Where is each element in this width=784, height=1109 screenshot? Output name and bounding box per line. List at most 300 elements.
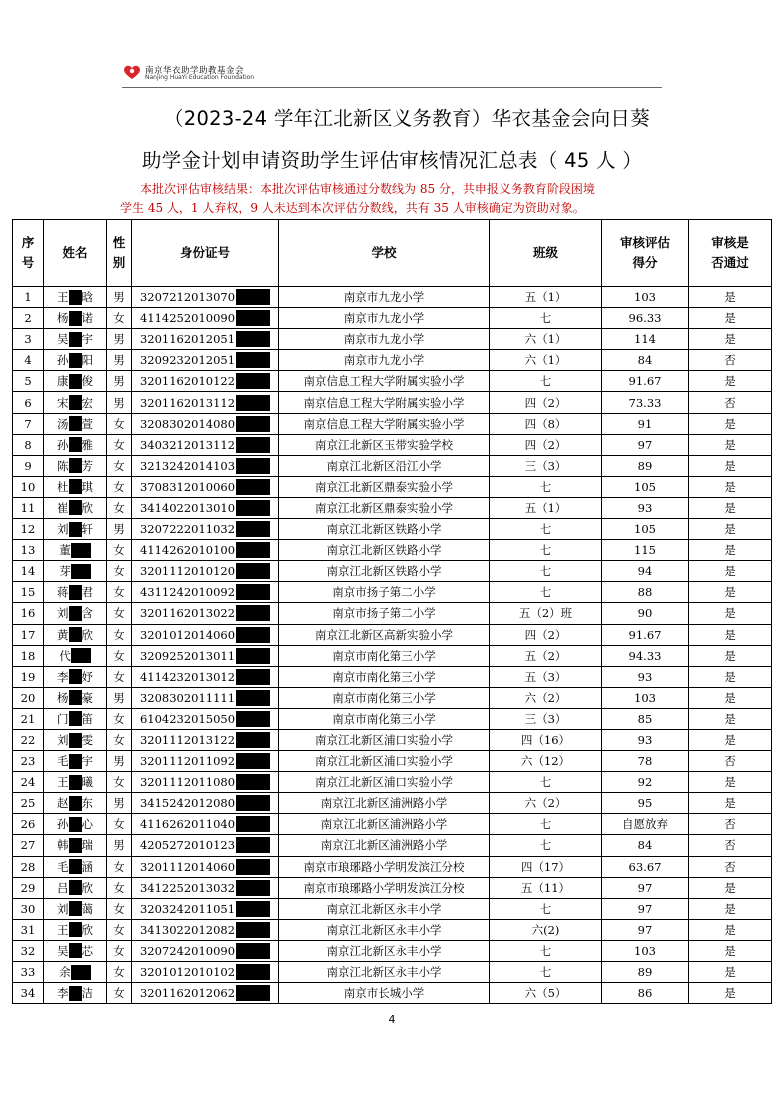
redaction-block: [236, 416, 270, 432]
id-number: [132, 329, 279, 350]
name-last-char: 宇: [81, 332, 93, 347]
redaction-block: [69, 458, 82, 473]
class-name: 四（8）: [490, 413, 602, 434]
redaction-block: [69, 880, 82, 895]
row-number: 9: [13, 455, 44, 476]
table-row: [13, 582, 772, 603]
name-first-char: 刘: [57, 733, 69, 748]
class-name: 五（3）: [490, 666, 602, 687]
redaction-block: [236, 880, 270, 896]
id-number: [132, 350, 279, 371]
id-number-visible: 3413022012082: [139, 922, 236, 937]
id-number-visible: 3201162013022: [139, 606, 236, 621]
student-sex: 女: [107, 856, 132, 877]
school-name: 南京江北新区永丰小学: [279, 962, 490, 983]
name-last-char: 雯: [81, 733, 93, 748]
col-header-name: 姓名: [44, 220, 107, 287]
id-number-visible: 3208302011111: [139, 690, 236, 705]
assessment-score: 91.67: [602, 624, 689, 645]
id-number: [132, 540, 279, 561]
pass-status: 否: [689, 856, 772, 877]
pass-status: 是: [689, 603, 772, 624]
pass-status: 是: [689, 497, 772, 518]
table-row: [13, 877, 772, 898]
school-name: 南京市九龙小学: [279, 308, 490, 329]
row-number: 2: [13, 308, 44, 329]
id-number: [132, 772, 279, 793]
redaction-block: [71, 543, 91, 558]
table-row: [13, 793, 772, 814]
document-title-line2: 助学金计划申请资助学生评估审核情况汇总表（ 45 人 ）: [141, 149, 643, 172]
class-name: 五（1）: [490, 497, 602, 518]
name-last-char: 欣: [81, 922, 93, 937]
id-number: [132, 898, 279, 919]
id-number: [132, 476, 279, 497]
row-number: 11: [13, 497, 44, 518]
assessment-score: 103: [602, 687, 689, 708]
redaction-block: [69, 627, 82, 642]
id-number: [132, 582, 279, 603]
school-name: 南京市九龙小学: [279, 350, 490, 371]
id-number: [132, 392, 279, 413]
redaction-block: [236, 859, 270, 875]
student-name: [44, 708, 107, 729]
table-row: [13, 329, 772, 350]
name-last-char: 晗: [81, 290, 93, 305]
assessment-score: 114: [602, 329, 689, 350]
redaction-block: [69, 374, 82, 389]
row-number: 10: [13, 476, 44, 497]
student-name: [44, 497, 107, 518]
pass-status: 是: [689, 540, 772, 561]
student-sex: 女: [107, 561, 132, 582]
student-sex: 男: [107, 519, 132, 540]
class-name: 七: [490, 540, 602, 561]
redaction-block: [236, 922, 270, 938]
school-name: 南京江北新区永丰小学: [279, 919, 490, 940]
school-name: 南京江北新区铁路小学: [279, 561, 490, 582]
name-first-char: 孙: [57, 437, 69, 452]
student-sex: 男: [107, 751, 132, 772]
class-name: 七: [490, 519, 602, 540]
school-name: 南京市南化第三小学: [279, 687, 490, 708]
redaction-block: [236, 964, 270, 980]
assessment-score: 92: [602, 772, 689, 793]
assessment-score: 91: [602, 413, 689, 434]
redaction-block: [236, 395, 270, 411]
redaction-block: [236, 816, 270, 832]
class-name: 四（17）: [490, 856, 602, 877]
student-sex: 女: [107, 729, 132, 750]
row-number: 6: [13, 392, 44, 413]
student-name: [44, 476, 107, 497]
class-name: 三（3）: [490, 455, 602, 476]
student-name: [44, 519, 107, 540]
class-name: 七: [490, 835, 602, 856]
name-last-char: 俊: [81, 374, 93, 389]
name-first-char: 王: [57, 922, 69, 937]
logo-name-cn: 南京华衣助学助教基金会: [145, 66, 245, 76]
redaction-block: [236, 837, 270, 853]
id-number-visible: 3207242010090: [139, 943, 236, 958]
table-row: [13, 624, 772, 645]
document-title-line1: （2023-24 学年江北新区义务教育）华衣基金会向日葵: [163, 107, 651, 130]
student-sex: 男: [107, 350, 132, 371]
student-sex: 女: [107, 476, 132, 497]
row-number: 14: [13, 561, 44, 582]
school-name: 南京市扬子第二小学: [279, 603, 490, 624]
school-name: 南京市南化第三小学: [279, 708, 490, 729]
assessment-score: 86: [602, 983, 689, 1004]
school-name: 南京江北新区浦口实验小学: [279, 729, 490, 750]
name-first-char: 孙: [57, 817, 69, 832]
redaction-block: [69, 986, 82, 1001]
name-last-char: 芯: [81, 943, 93, 958]
table-row: [13, 983, 772, 1004]
row-number: 20: [13, 687, 44, 708]
student-sex: 女: [107, 919, 132, 940]
pass-status: 否: [689, 751, 772, 772]
pass-status: 是: [689, 793, 772, 814]
student-sex: 女: [107, 434, 132, 455]
redaction-block: [236, 458, 270, 474]
name-last-char: 洁: [81, 986, 93, 1001]
class-name: 七: [490, 371, 602, 392]
assessment-score: 84: [602, 350, 689, 371]
student-sex: 女: [107, 962, 132, 983]
school-name: 南京江北新区浦洲路小学: [279, 793, 490, 814]
class-name: 七: [490, 814, 602, 835]
name-first-char: 杨: [57, 690, 69, 705]
assessment-score: 89: [602, 455, 689, 476]
row-number: 30: [13, 898, 44, 919]
table-row: [13, 392, 772, 413]
redaction-block: [69, 395, 82, 410]
id-number: [132, 793, 279, 814]
pass-status: 是: [689, 329, 772, 350]
pass-status: 是: [689, 371, 772, 392]
student-name: [44, 793, 107, 814]
id-number: [132, 645, 279, 666]
name-first-char: 刘: [57, 606, 69, 621]
school-name: 南京江北新区沿江小学: [279, 455, 490, 476]
student-name: [44, 962, 107, 983]
row-number: 26: [13, 814, 44, 835]
class-name: 七: [490, 561, 602, 582]
assessment-score: 105: [602, 519, 689, 540]
id-number-visible: 4114252010090: [139, 311, 236, 326]
table-row: [13, 455, 772, 476]
assessment-score: 94.33: [602, 645, 689, 666]
name-first-char: 李: [57, 669, 69, 684]
heart-logo-icon: [122, 62, 142, 82]
redaction-block: [236, 289, 270, 305]
school-name: 南京市琅琊路小学明发滨江分校: [279, 877, 490, 898]
foundation-logo: [122, 62, 255, 84]
name-first-char: 吕: [57, 880, 69, 895]
class-name: 七: [490, 582, 602, 603]
class-name: 四（2）: [490, 392, 602, 413]
redaction-block: [69, 754, 82, 769]
student-sex: 女: [107, 666, 132, 687]
col-header-pass: 审核是 否通过: [689, 220, 772, 287]
assessment-score: 97: [602, 434, 689, 455]
student-sex: 女: [107, 540, 132, 561]
id-number: [132, 962, 279, 983]
redaction-block: [236, 648, 270, 664]
school-name: 南京江北新区浦洲路小学: [279, 814, 490, 835]
name-last-char: 芳: [81, 458, 93, 473]
school-name: 南京江北新区玉带实验学校: [279, 434, 490, 455]
redaction-block: [236, 479, 270, 495]
id-number-visible: 4114232013012: [139, 669, 236, 684]
row-number: 4: [13, 350, 44, 371]
assessment-score: 115: [602, 540, 689, 561]
student-sex: 男: [107, 371, 132, 392]
school-name: 南京江北新区铁路小学: [279, 540, 490, 561]
student-sex: 女: [107, 645, 132, 666]
name-last-char: 欣: [81, 880, 93, 895]
name-first-char: 吴: [57, 332, 69, 347]
assessment-score: 78: [602, 751, 689, 772]
assessment-score: 105: [602, 476, 689, 497]
redaction-block: [69, 585, 82, 600]
name-last-char: 轩: [81, 522, 93, 537]
name-first-char: 王: [57, 290, 69, 305]
school-name: 南京江北新区铁路小学: [279, 519, 490, 540]
id-number: [132, 856, 279, 877]
table-row: [13, 413, 772, 434]
row-number: 25: [13, 793, 44, 814]
id-number-visible: 3403212013112: [139, 437, 236, 452]
redaction-block: [236, 521, 270, 537]
row-number: 17: [13, 624, 44, 645]
name-last-char: 妤: [81, 669, 93, 684]
student-sex: 女: [107, 708, 132, 729]
class-name: 五（11）: [490, 877, 602, 898]
redaction-block: [69, 669, 82, 684]
class-name: 七: [490, 898, 602, 919]
table-row: [13, 962, 772, 983]
name-first-char: 汤: [57, 416, 69, 431]
row-number: 1: [13, 287, 44, 308]
redaction-block: [236, 542, 270, 558]
row-number: 29: [13, 877, 44, 898]
id-number-visible: 3209252013011: [139, 648, 236, 663]
redaction-block: [236, 943, 270, 959]
name-last-char: 东: [81, 796, 93, 811]
student-sex: 女: [107, 898, 132, 919]
id-number-visible: 4116262011040: [139, 817, 236, 832]
class-name: 六（1）: [490, 350, 602, 371]
assessment-score: 88: [602, 582, 689, 603]
redaction-block: [236, 437, 270, 453]
assessment-score: 96.33: [602, 308, 689, 329]
redaction-block: [236, 584, 270, 600]
student-sex: 女: [107, 497, 132, 518]
pass-status: 是: [689, 434, 772, 455]
id-number: [132, 561, 279, 582]
col-header-school: 学校: [279, 220, 490, 287]
assessment-score: 73.33: [602, 392, 689, 413]
pass-status: 是: [689, 287, 772, 308]
col-header-score: 审核评估 得分: [602, 220, 689, 287]
assessment-score: 94: [602, 561, 689, 582]
pass-status: 是: [689, 877, 772, 898]
pass-status: 是: [689, 645, 772, 666]
id-number-visible: 3415242012080: [139, 796, 236, 811]
pass-status: 是: [689, 666, 772, 687]
class-name: 四（16）: [490, 729, 602, 750]
table-row: [13, 476, 772, 497]
row-number: 3: [13, 329, 44, 350]
id-number-visible: 3414022013010: [139, 500, 236, 515]
redaction-block: [236, 774, 270, 790]
pass-status: 是: [689, 519, 772, 540]
id-number-visible: 3201112014060: [139, 859, 236, 874]
pass-status: 是: [689, 898, 772, 919]
id-number-visible: 3708312010060: [139, 479, 236, 494]
name-last-char: 瑞: [81, 838, 93, 853]
id-number: [132, 940, 279, 961]
school-name: 南京市南化第三小学: [279, 666, 490, 687]
student-name: [44, 772, 107, 793]
student-name: [44, 687, 107, 708]
redaction-block: [236, 711, 270, 727]
school-name: 南京江北新区浦口实验小学: [279, 751, 490, 772]
pass-status: 是: [689, 561, 772, 582]
student-name: [44, 856, 107, 877]
class-name: 六（5）: [490, 983, 602, 1004]
id-number-visible: 3208302014080: [139, 416, 236, 431]
table-row: [13, 708, 772, 729]
name-first-char: 芽: [59, 564, 71, 579]
assessment-score: 93: [602, 666, 689, 687]
row-number: 28: [13, 856, 44, 877]
class-name: 六（2）: [490, 687, 602, 708]
name-last-char: 欣: [81, 627, 93, 642]
school-name: 南京信息工程大学附属实验小学: [279, 392, 490, 413]
class-name: 七: [490, 962, 602, 983]
id-number: [132, 371, 279, 392]
id-number-visible: 3201112010120: [139, 564, 236, 579]
row-number: 32: [13, 940, 44, 961]
school-name: 南京信息工程大学附属实验小学: [279, 413, 490, 434]
pass-status: 是: [689, 308, 772, 329]
assessment-score: 89: [602, 962, 689, 983]
name-last-char: 心: [81, 817, 93, 832]
redaction-block: [236, 732, 270, 748]
table-row: [13, 603, 772, 624]
redaction-block: [71, 564, 91, 579]
assessment-table: [12, 219, 772, 1004]
table-row: [13, 814, 772, 835]
school-name: 南京信息工程大学附属实验小学: [279, 371, 490, 392]
student-name: [44, 603, 107, 624]
student-sex: 女: [107, 772, 132, 793]
row-number: 23: [13, 751, 44, 772]
school-name: 南京江北新区鼎泰实验小学: [279, 476, 490, 497]
student-sex: 男: [107, 687, 132, 708]
school-name: 南京市长城小学: [279, 983, 490, 1004]
row-number: 7: [13, 413, 44, 434]
redaction-block: [69, 353, 82, 368]
table-row: [13, 519, 772, 540]
student-name: [44, 835, 107, 856]
redaction-block: [236, 795, 270, 811]
id-number: [132, 666, 279, 687]
name-last-char: 豪: [81, 690, 93, 705]
assessment-score: 103: [602, 287, 689, 308]
table-row: [13, 856, 772, 877]
school-name: 南京江北新区永丰小学: [279, 898, 490, 919]
student-sex: 女: [107, 940, 132, 961]
student-sex: 女: [107, 983, 132, 1004]
student-sex: 女: [107, 603, 132, 624]
school-name: 南京江北新区高新实验小学: [279, 624, 490, 645]
student-name: [44, 729, 107, 750]
id-number-visible: 3201112013122: [139, 733, 236, 748]
redaction-block: [69, 838, 82, 853]
id-number: [132, 434, 279, 455]
redaction-block: [236, 690, 270, 706]
student-name: [44, 898, 107, 919]
name-last-char: 阳: [81, 353, 93, 368]
class-name: 七: [490, 940, 602, 961]
id-number: [132, 751, 279, 772]
name-last-char: 蔼: [81, 901, 93, 916]
name-first-char: 杜: [57, 479, 69, 494]
id-number-visible: 3203242011051: [139, 901, 236, 916]
logo-name-en: Nanjing HuaYi Education Foundation: [145, 74, 255, 81]
redaction-block: [69, 922, 82, 937]
redaction-block: [69, 416, 82, 431]
header-divider: [122, 87, 662, 88]
redaction-block: [236, 310, 270, 326]
student-name: [44, 624, 107, 645]
name-last-char: 雅: [81, 437, 93, 452]
pass-status: 是: [689, 687, 772, 708]
name-first-char: 代: [59, 648, 71, 663]
redaction-block: [69, 859, 82, 874]
redaction-block: [236, 563, 270, 579]
pass-status: 是: [689, 772, 772, 793]
review-note-line1: 本批次评估审核结果：本批次评估审核通过分数线为 85 分，共申报义务教育阶段困境: [140, 182, 595, 196]
id-number-visible: 3412252013032: [139, 880, 236, 895]
student-sex: 女: [107, 624, 132, 645]
redaction-block: [69, 796, 82, 811]
student-sex: 女: [107, 413, 132, 434]
redaction-block: [69, 500, 82, 515]
row-number: 18: [13, 645, 44, 666]
assessment-score: 97: [602, 898, 689, 919]
name-last-char: 萱: [81, 416, 93, 431]
student-name: [44, 666, 107, 687]
assessment-score: 85: [602, 708, 689, 729]
name-last-char: 曦: [81, 775, 93, 790]
name-first-char: 蒋: [57, 585, 69, 600]
school-name: 南京市九龙小学: [279, 329, 490, 350]
row-number: 15: [13, 582, 44, 603]
class-name: 五（2）班: [490, 603, 602, 624]
assessment-score: 93: [602, 729, 689, 750]
name-first-char: 毛: [57, 859, 69, 874]
row-number: 24: [13, 772, 44, 793]
id-number-visible: 3207212013070: [139, 290, 236, 305]
student-name: [44, 455, 107, 476]
class-name: 六（1）: [490, 329, 602, 350]
redaction-block: [69, 437, 82, 452]
